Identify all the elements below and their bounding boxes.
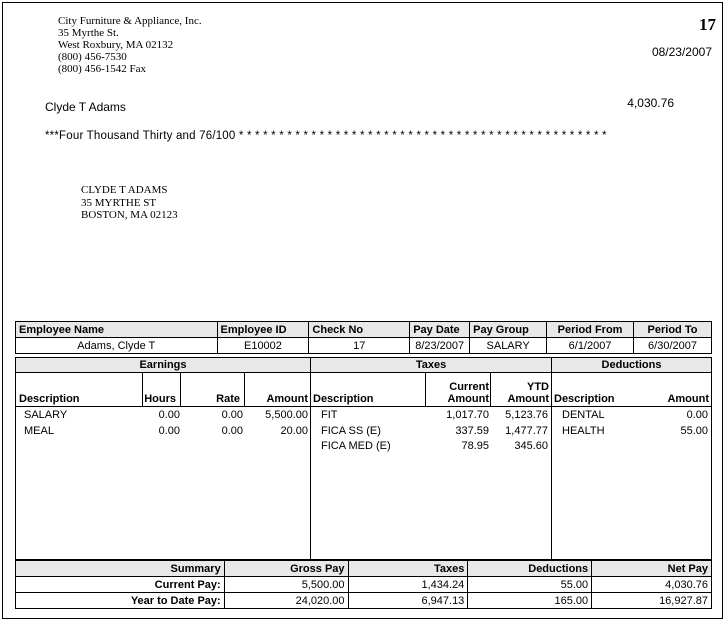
deduction-desc: DENTAL bbox=[562, 409, 605, 421]
employee-id-label: Employee ID bbox=[217, 322, 309, 338]
current-deductions: 55.00 bbox=[468, 577, 592, 593]
ytd-taxes: 6,947.13 bbox=[348, 593, 468, 609]
earnings-rate: 0.00 bbox=[221, 425, 243, 437]
current-taxes: 1,434.24 bbox=[348, 577, 468, 593]
mailing-city: BOSTON, MA 02123 bbox=[81, 209, 178, 221]
earnings-column-headers bbox=[16, 373, 310, 407]
earnings-hours-header: Hours bbox=[144, 393, 176, 405]
earnings-row bbox=[16, 424, 310, 439]
check-amount: 4,030.76 bbox=[627, 96, 674, 110]
company-address-block bbox=[58, 15, 202, 75]
pay-group-label: Pay Group bbox=[470, 322, 547, 338]
period-to-label: Period To bbox=[634, 322, 712, 338]
divider bbox=[180, 373, 181, 407]
check-date: 08/23/2007 bbox=[651, 45, 712, 59]
tax-ytd: 345.60 bbox=[514, 440, 548, 452]
ytd-pay-row bbox=[16, 593, 712, 609]
summary-label: Summary bbox=[16, 561, 225, 577]
deduction-amount: 55.00 bbox=[680, 425, 708, 437]
mailing-name: CLYDE T ADAMS bbox=[81, 184, 168, 196]
paycheck-document bbox=[2, 2, 723, 619]
mailing-address bbox=[81, 184, 178, 222]
tax-ytd: 5,123.76 bbox=[505, 409, 548, 421]
taxes-label: Taxes bbox=[348, 561, 468, 577]
divider bbox=[244, 373, 245, 407]
deductions-title: Deductions bbox=[552, 358, 711, 373]
company-name: City Furniture & Appliance, Inc. bbox=[58, 15, 202, 27]
employee-name-value: Adams, Clyde T bbox=[16, 338, 218, 354]
tax-desc: FICA SS (E) bbox=[321, 425, 381, 437]
earnings-hours: 0.00 bbox=[158, 409, 180, 421]
deductions-label: Deductions bbox=[468, 561, 592, 577]
summary-table bbox=[15, 560, 712, 609]
deductions-row bbox=[552, 408, 711, 423]
taxes-title: Taxes bbox=[311, 358, 551, 373]
employee-name-label: Employee Name bbox=[16, 322, 218, 338]
earnings-rate: 0.00 bbox=[221, 409, 243, 421]
earnings-title: Earnings bbox=[16, 358, 310, 373]
check-no-label: Check No bbox=[309, 322, 410, 338]
deduction-amount: 0.00 bbox=[686, 409, 708, 421]
company-street: 35 Myrthe St. bbox=[58, 27, 119, 39]
earnings-row bbox=[16, 408, 310, 423]
taxes-current-header-line1: Current bbox=[449, 381, 489, 393]
amount-in-words: ***Four Thousand Thirty and 76/100 * * * * * * * * * * * * * * * * * * * * * * * * * * * * * * * * * * * * * * * * * * * * * * bbox=[45, 130, 607, 142]
tax-ytd: 1,477.77 bbox=[505, 425, 548, 437]
employee-info-value-row bbox=[16, 338, 712, 354]
divider bbox=[142, 373, 143, 407]
company-city: West Roxbury, MA 02132 bbox=[58, 39, 174, 51]
check-number: 17 bbox=[699, 15, 716, 34]
period-from-value: 6/1/2007 bbox=[547, 338, 634, 354]
taxes-ytd-header-line1: YTD bbox=[527, 381, 549, 393]
current-pay-row bbox=[16, 577, 712, 593]
ytd-net-pay: 16,927.87 bbox=[592, 593, 712, 609]
ytd-deductions: 165.00 bbox=[468, 593, 592, 609]
deductions-amount-header: Amount bbox=[667, 393, 709, 405]
earnings-desc-header: Description bbox=[19, 393, 80, 405]
current-gross-pay: 5,500.00 bbox=[224, 577, 348, 593]
tax-current: 1,017.70 bbox=[446, 409, 489, 421]
deductions-desc-header: Description bbox=[554, 393, 615, 405]
divider bbox=[490, 373, 491, 407]
employee-info-table bbox=[15, 321, 712, 354]
earnings-desc: MEAL bbox=[24, 425, 54, 437]
tax-current: 337.59 bbox=[455, 425, 489, 437]
company-phone: (800) 456-7530 bbox=[58, 51, 127, 63]
current-net-pay: 4,030.76 bbox=[592, 577, 712, 593]
check-no-value: 17 bbox=[309, 338, 410, 354]
tax-current: 78.95 bbox=[461, 440, 489, 452]
employee-id-value: E10002 bbox=[217, 338, 309, 354]
taxes-section bbox=[311, 358, 552, 559]
period-from-label: Period From bbox=[547, 322, 634, 338]
taxes-ytd-header-line2: Amount bbox=[507, 393, 549, 405]
taxes-desc-header: Description bbox=[313, 393, 374, 405]
taxes-current-header-line2: Amount bbox=[447, 393, 489, 405]
pay-date-label: Pay Date bbox=[410, 322, 470, 338]
tax-desc: FICA MED (E) bbox=[321, 440, 391, 452]
taxes-row bbox=[311, 408, 551, 423]
deductions-column-headers bbox=[552, 373, 711, 407]
deduction-desc: HEALTH bbox=[562, 425, 605, 437]
earnings-desc: SALARY bbox=[24, 409, 68, 421]
ytd-gross-pay: 24,020.00 bbox=[224, 593, 348, 609]
mailing-street: 35 MYRTHE ST bbox=[81, 196, 157, 209]
earnings-hours: 0.00 bbox=[158, 425, 180, 437]
ytd-pay-label: Year to Date Pay: bbox=[16, 593, 225, 609]
earnings-amount-header: Amount bbox=[266, 393, 308, 405]
period-to-value: 6/30/2007 bbox=[634, 338, 712, 354]
earnings-taxes-deductions bbox=[15, 357, 712, 560]
taxes-row bbox=[311, 439, 551, 454]
net-pay-label: Net Pay bbox=[592, 561, 712, 577]
earnings-section bbox=[16, 358, 311, 559]
current-pay-label: Current Pay: bbox=[16, 577, 225, 593]
gross-pay-label: Gross Pay bbox=[224, 561, 348, 577]
tax-desc: FIT bbox=[321, 409, 338, 421]
payee-name: Clyde T Adams bbox=[45, 100, 126, 114]
earnings-amount: 20.00 bbox=[280, 425, 308, 437]
earnings-rate-header: Rate bbox=[216, 393, 240, 405]
deductions-row bbox=[552, 424, 711, 439]
deductions-section bbox=[552, 358, 711, 559]
divider bbox=[425, 373, 426, 407]
pay-group-value: SALARY bbox=[470, 338, 547, 354]
earnings-amount: 5,500.00 bbox=[265, 409, 308, 421]
pay-date-value: 8/23/2007 bbox=[410, 338, 470, 354]
taxes-column-headers bbox=[311, 373, 551, 407]
company-fax: (800) 456-1542 Fax bbox=[58, 63, 146, 75]
taxes-row bbox=[311, 424, 551, 439]
employee-info-header-row bbox=[16, 322, 712, 338]
summary-header-row bbox=[16, 561, 712, 577]
